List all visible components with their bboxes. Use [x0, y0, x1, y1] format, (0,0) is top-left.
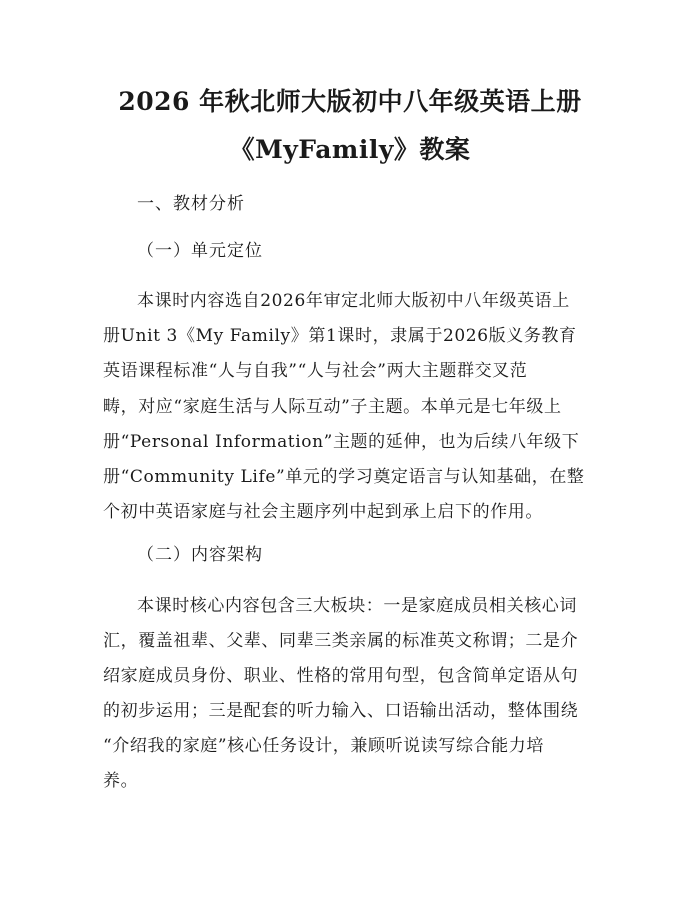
- paragraph-1-line: 英语课程标准“人与自我”“人与社会”两大主题群交叉范: [103, 361, 528, 381]
- paragraph-2-line: “介绍我的家庭”核心任务设计，兼顾听说读写综合能力培: [103, 736, 544, 756]
- paragraph-2-line: 养。: [103, 771, 139, 791]
- subsection-heading-content-structure: （二）内容架构: [137, 545, 263, 565]
- paragraph-1-line: 册“Community Life”单元的学习奠定语言与认知基础，在整: [103, 467, 585, 487]
- section-heading-textbook-analysis: 一、教材分析: [137, 194, 245, 214]
- subsection-heading-unit-position: （一）单元定位: [137, 241, 263, 261]
- paragraph-1-line: 畴，对应“家庭生活与人际互动”子主题。本单元是七年级上: [103, 397, 562, 417]
- paragraph-1-line: 个初中英语家庭与社会主题序列中起到承上启下的作用。: [103, 502, 543, 522]
- paragraph-2-line: 的初步运用；三是配套的听力输入、口语输出活动，整体围绕: [103, 701, 579, 721]
- paragraph-1-line: 册Unit 3《My Family》第1课时，隶属于2026版义务教育: [103, 326, 577, 346]
- document-title-line-1: 2026 年秋北师大版初中八年级英语上册: [118, 87, 582, 116]
- paragraph-2-line: 本课时核心内容包含三大板块：一是家庭成员相关核心词: [137, 596, 577, 616]
- paragraph-1-line: 册“Personal Information”主题的延伸，也为后续八年级下: [103, 432, 580, 452]
- document-title-line-2: 《MyFamily》教案: [229, 135, 471, 164]
- paragraph-2-line: 汇，覆盖祖辈、父辈、同辈三类亲属的标准英文称谓；二是介: [103, 631, 579, 651]
- paragraph-2-line: 绍家庭成员身份、职业、性格的常用句型，包含简单定语从句: [103, 666, 579, 686]
- paragraph-1-line: 本课时内容选自2026年审定北师大版初中八年级英语上: [137, 291, 570, 311]
